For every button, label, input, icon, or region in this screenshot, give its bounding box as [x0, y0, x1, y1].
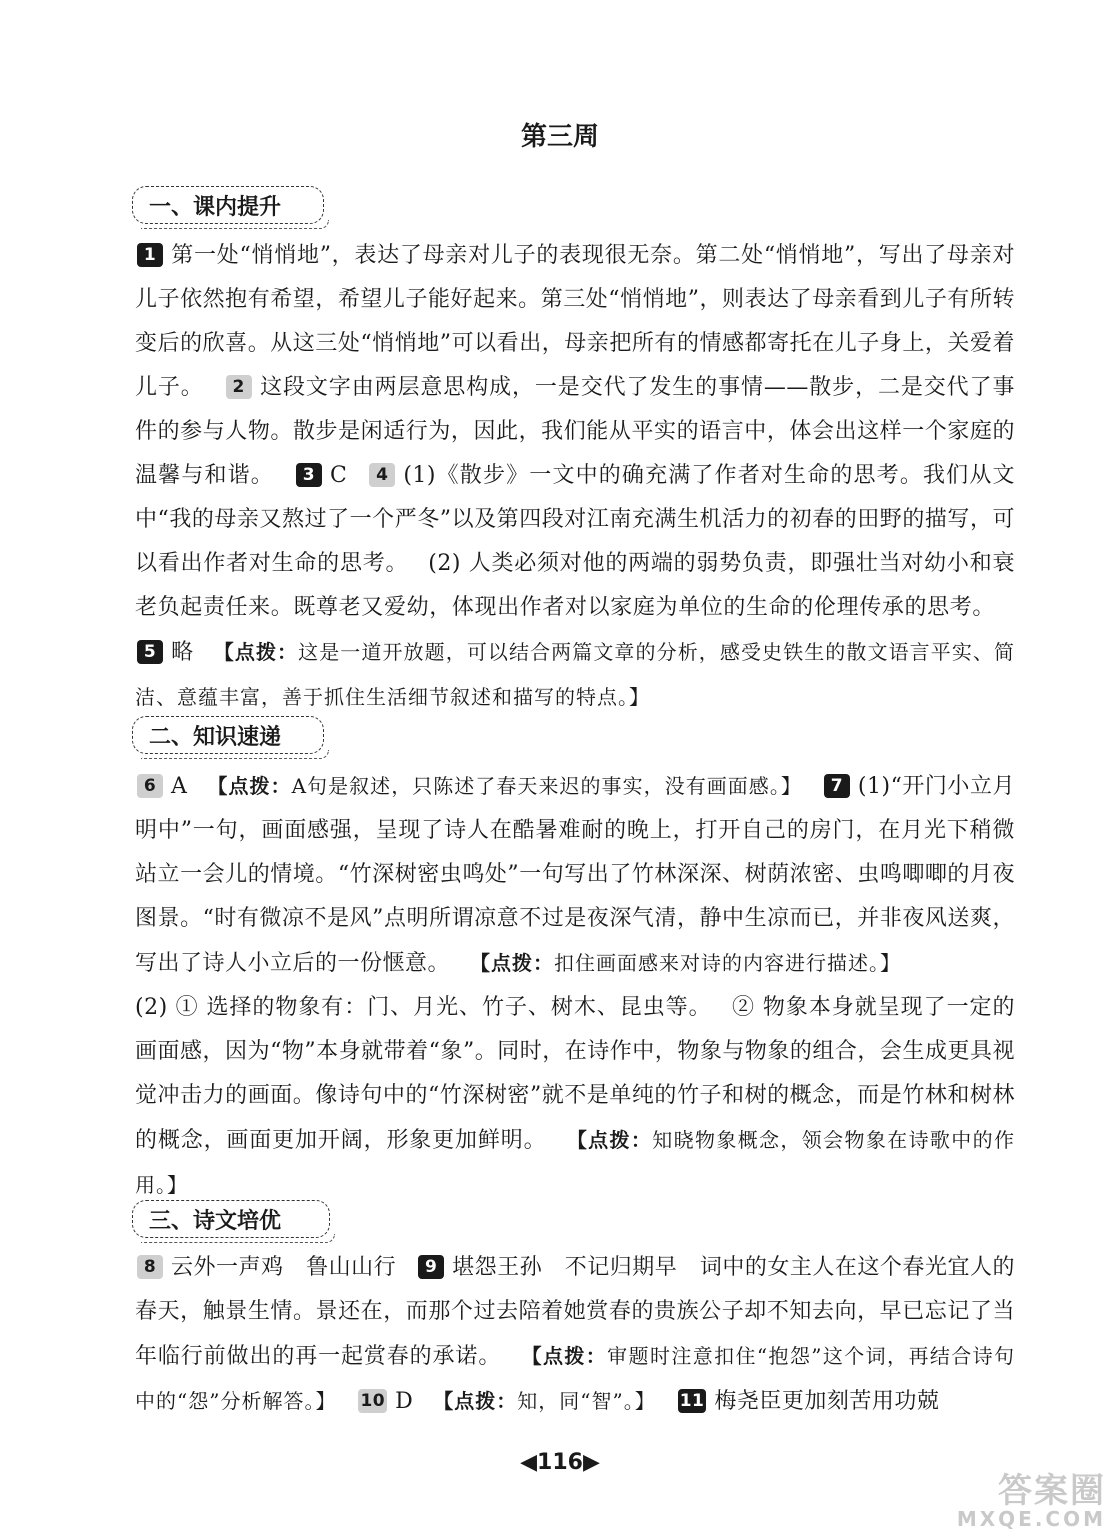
hint-note [433, 1389, 655, 1413]
page-number: ◀116▶ [520, 1450, 600, 1475]
hint-text: A句是叙述，只陈述了春天来迟的事实，没有画面感。】 [291, 774, 802, 798]
hint-note [470, 951, 901, 975]
hint-label: 【点拨： [213, 640, 299, 664]
question-number-badge: 9 [418, 1255, 444, 1279]
section-3-body [135, 1246, 1015, 1424]
answer-text: C [329, 463, 348, 488]
answer-text: A [171, 774, 188, 799]
question-number-badge: 7 [824, 774, 850, 798]
answer-text: (2) 人类必须对他的两端的弱势负责，即强壮当对幼小和衰老负起责任来。既尊老又爱幼，体现出作者对以家庭为单位的生命的伦理传承的思考。 [135, 551, 1015, 620]
hint-label: 【点拨： [433, 1389, 518, 1413]
question-number-badge: 6 [137, 774, 163, 798]
answer-text: (2) ① 选择的物象有：门、月光、竹子、树木、昆虫等。 [135, 995, 712, 1020]
answer-text: 云外一声鸡 鲁山山行 [171, 1255, 397, 1280]
hint-text: 审题时注意扣住“抱怨”这个词，再结合诗句中的“怨”分析解答。】 [135, 1344, 1015, 1413]
hint-text: 知，同“智”。】 [517, 1389, 656, 1413]
hint-note [135, 640, 1015, 709]
question-number-badge: 11 [679, 1391, 705, 1411]
hint-label: 【点拨： [566, 1128, 653, 1152]
question-number-badge: 10 [360, 1391, 386, 1411]
section-1-body [135, 234, 1015, 720]
answer-text: (1)《散步》一文中的确充满了作者对生命的思考。我们从文中“我的母亲又熬过了一个严冬”以及第四段对江南充满生机活力的初春的田野的描写，可以看出作者对生命的思考。 [135, 463, 1015, 576]
page-title: 第三周 [520, 122, 599, 152]
watermark-text-cn: 答案圈 [998, 1471, 1106, 1511]
hint-label: 【点拨： [470, 951, 555, 975]
answer-text: 第一处“悄悄地”，表达了母亲对儿子的表现很无奈。第二处“悄悄地”，写出了母亲对儿子依然抱有希望，希望儿子能好起来。第三处“悄悄地”，则表达了母亲看到儿子有所转变后的欣喜。从这三处“悄悄地”可以看出，母亲把所有的情感都寄托在儿子身上，关爱着儿子。 [135, 243, 1015, 400]
question-number-badge: 8 [137, 1255, 163, 1279]
hint-text: 这是一道开放题，可以结合两篇文章的分析，感受史铁生的散文语言平实、简洁、意蕴丰富，善于抓住生活细节叙述和描写的特点。】 [135, 640, 1015, 709]
section-heading-text: 三、诗文培优 [149, 1208, 282, 1234]
section-heading-3 [132, 1200, 330, 1238]
answer-text: 梅尧臣更加刻苦用功兢 [714, 1389, 940, 1414]
section-2-body [135, 764, 1015, 1208]
section-heading-1 [132, 186, 324, 224]
hint-note [207, 774, 802, 798]
section-heading-2 [132, 716, 324, 754]
question-number-badge: 2 [226, 375, 252, 399]
answer-text: 堪怨王孙 不记归期早 词中的女主人在这个春光宜人的春天，触景生情。景还在，而那个过去陪着她赏春的贵族公子却不知去向，早已忘记了当年临行前做出的再一起赏春的承诺。 [135, 1255, 1015, 1369]
answer-text: ② 物象本身就呈现了一定的画面感，因为“物”本身就带着“象”。同时，在诗作中，物象与物象的组合，会生成更具视觉冲击力的画面。像诗句中的“竹深树密”就不是单纯的竹子和树的概念，而是竹林和树林的概念，画面更加开阔，形象更加鲜明。 [135, 995, 1015, 1153]
section-heading-text: 二、知识速递 [149, 724, 282, 750]
hint-text: 知晓物象概念，领会物象在诗歌中的作用。】 [135, 1128, 1016, 1197]
hint-label: 【点拨： [521, 1344, 608, 1368]
question-number-badge: 3 [296, 463, 322, 487]
answer-text: 略 [171, 640, 194, 665]
answer-text: D [395, 1389, 414, 1414]
watermark-logo [936, 1471, 1106, 1532]
watermark-text-en: MXQE.COM [956, 1507, 1106, 1531]
hint-text: 扣住画面感来对诗的内容进行描述。】 [554, 951, 902, 975]
question-number-badge: 4 [369, 463, 395, 487]
section-heading-text: 一、课内提升 [149, 194, 282, 220]
answer-text: 这段文字由两层意思构成，一是交代了发生的事情——散步，二是交代了事件的参与人物。散步是闲适行为，因此，我们能从平实的语言中，体会出这样一个家庭的温馨与和谐。 [135, 375, 1015, 488]
question-number-badge: 5 [137, 640, 163, 664]
question-number-badge: 1 [137, 243, 163, 267]
answer-text: (1)“开门小立月明中”一句，画面感强，呈现了诗人在酷暑难耐的晚上，打开自己的房门，在月光下稍微站立一会儿的情境。“竹深树密虫鸣处”一句写出了竹林深深、树荫浓密、虫鸣唧唧的月夜图景。“时有微凉不是风”点明所谓凉意不过是夜深气清，静中生凉而已，并非夜风送爽，写出了诗人小立后的一份惬意。 [135, 774, 1015, 976]
hint-label: 【点拨： [207, 774, 292, 798]
